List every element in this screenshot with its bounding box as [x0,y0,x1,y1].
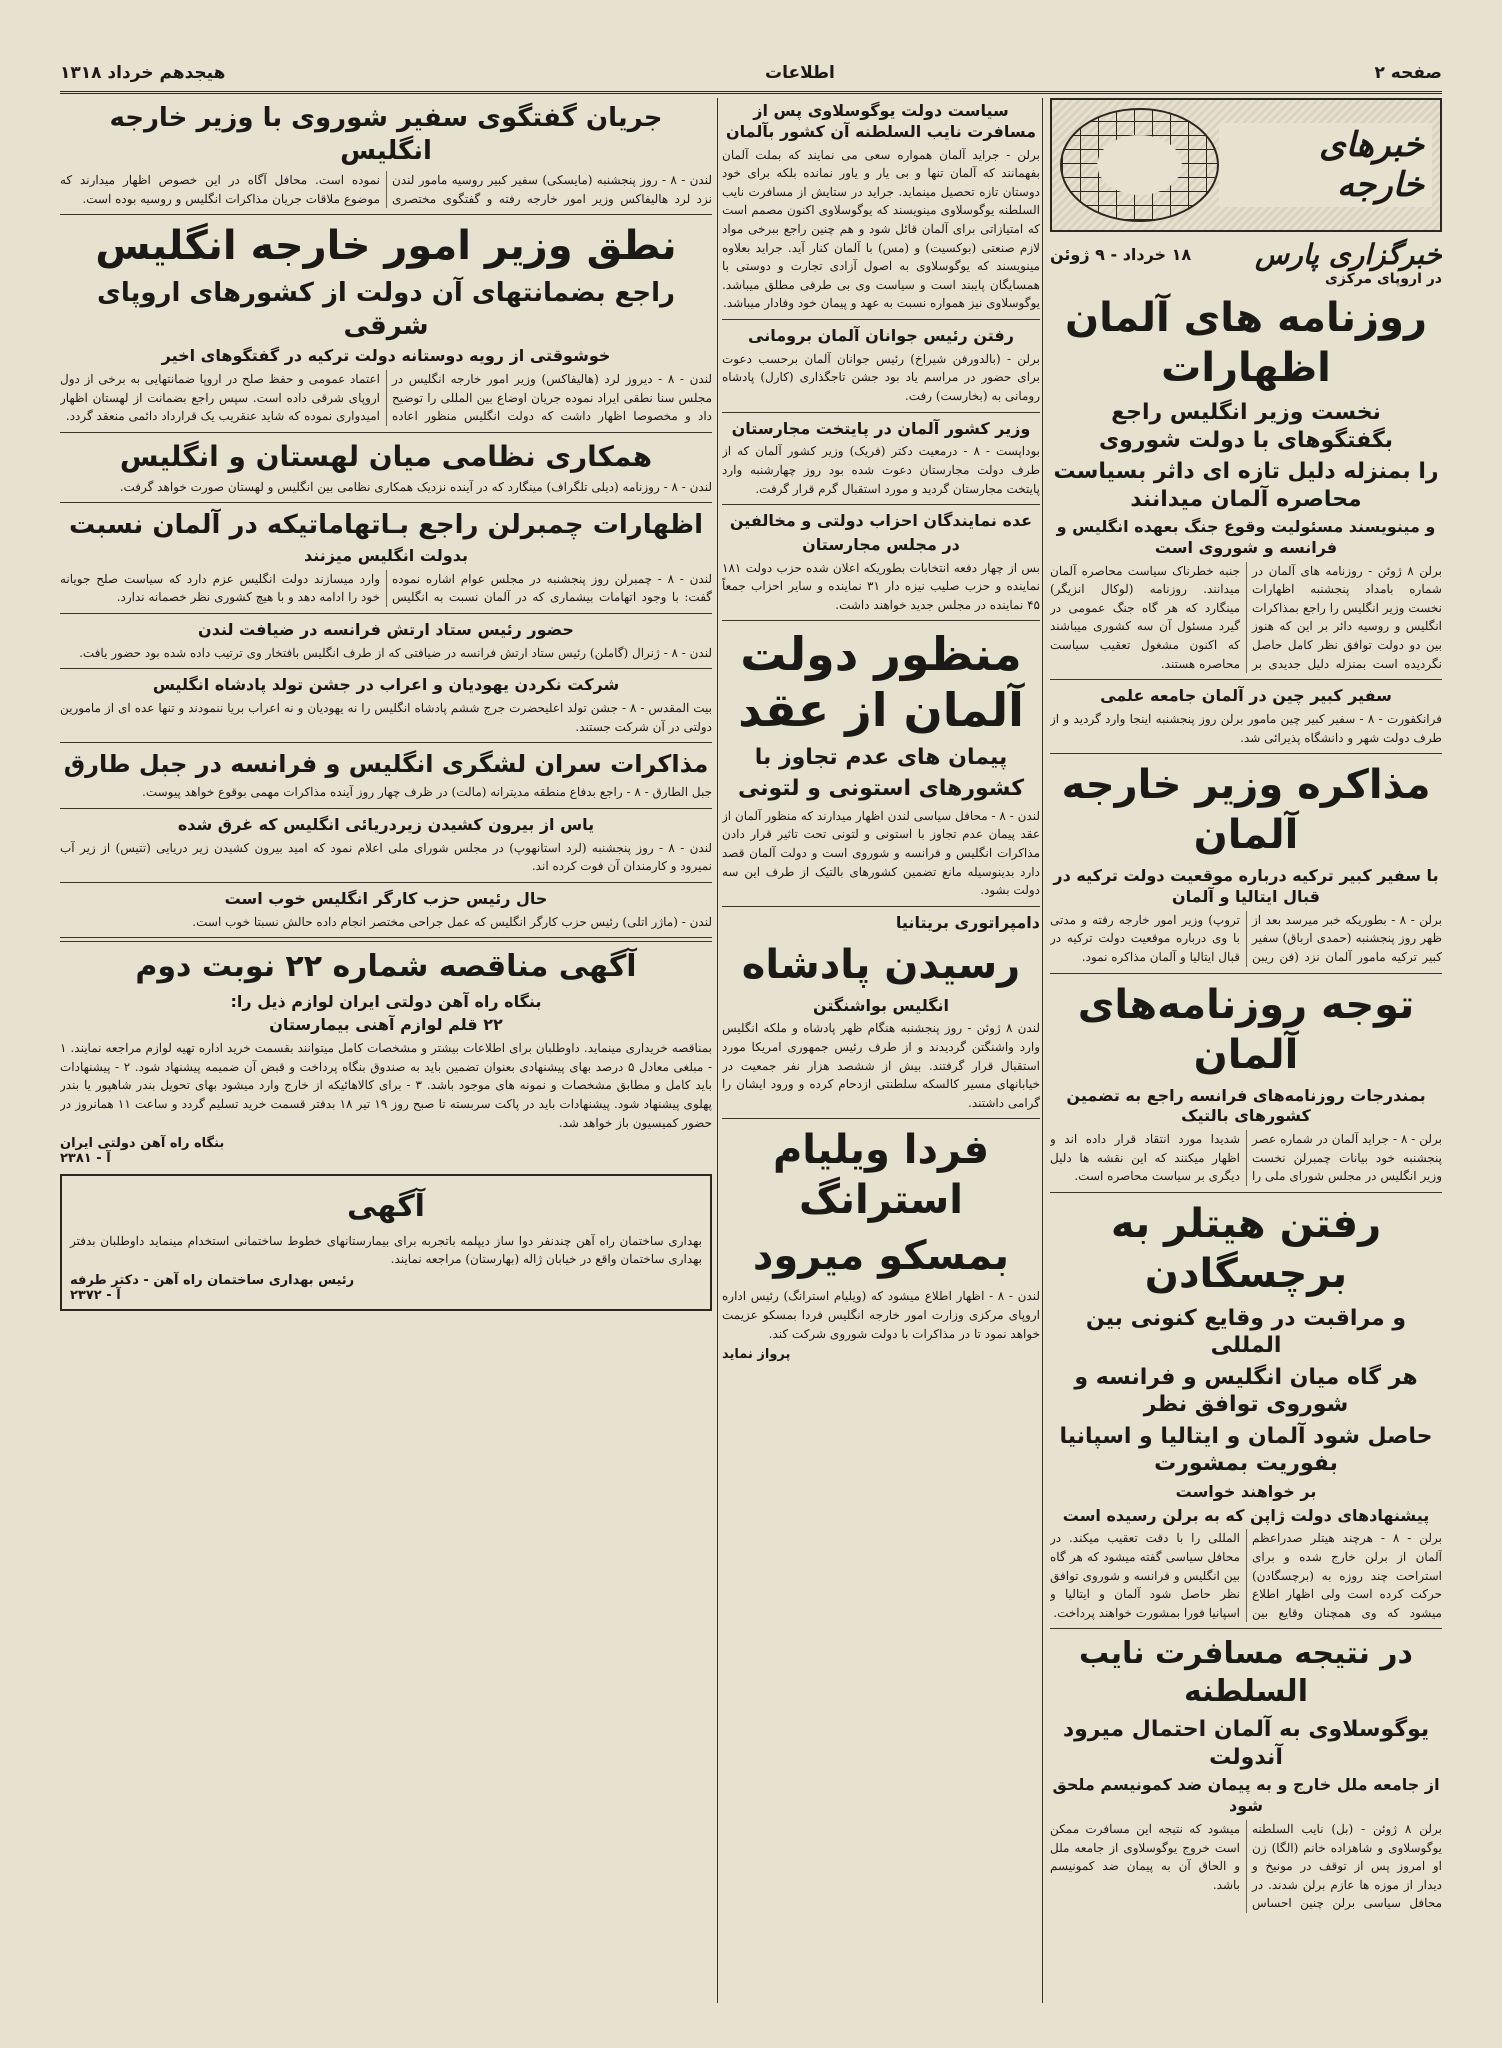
divider [1050,1628,1442,1629]
article-headline: مذاکره وزیر خارجه آلمان [1061,762,1431,859]
article [722,419,1040,499]
ad-number: آ - ۲۳۸۱ [60,1151,111,1167]
divider [60,432,712,433]
left-column [60,98,712,2003]
ad-subhead: بنگاه راه آهن دولتی ایران لوازم ذیل را: [230,991,542,1011]
ad-signoff: رئیس بهداری ساختمان راه آهن - دکتر طرفه [70,1272,355,1288]
article-subhead: راجع بضمانتهای آن دولت از کشورهای اروپای شرقی [96,278,676,341]
article-signoff: پرواز نماید [722,1347,791,1363]
article-body: برلن - (بالدورفن شیراخ) رئیس جوانان آلمان برحسب دعوت برای حضور در مراسم یاد بود جشن تاجگذاری (کارل) پادشاه رومانی به (بخارست) رفت. [722,351,1040,403]
article-body: برلن - ۸ - بطوریکه خبر میرسد بعد از ظهر روز پنجشنبه (حمدی ارباق) سفیر کبیر ترکیه مامور آلمان نزد (فن ریبن تروپ) وزیر امور خارجه رفته و مدتی با وی درباره موقعیت دولت ترکیه در قبال ایتالیا و آلمان مذاکره نمود. [1050,912,1442,964]
article [60,439,712,497]
divider [60,214,712,215]
article-body: بیت المقدس - ۸ - جشن تولد اعلیحضرت جرج ششم پادشاه انگلیس را نه یهودیان و نه اعراب بریا ننمودند و تنها عده ای از مامورین دولتی در آن شرکت جستند. [60,701,712,734]
divider [722,620,1040,621]
article-body: لندن - ۸ - ژنرال (گاملن) رئیس ستاد ارتش فرانسه در ضیافتی که از طرف انگلیس بافتخار وی ترتیب داده شده بود حضور یافت. [79,645,712,660]
dateline: ۱۸ خرداد - ۹ ژوئن [1050,245,1192,264]
issue-date: هیجدهم خرداد ۱۳۱۸ [60,63,226,83]
article-subhead: بر خواهند خواست [1175,1481,1317,1501]
article-headline: مذاکرات سران لشگری انگلیس و فرانسه در جبل طارق [63,750,709,779]
article-body: برلن ۸ ژوئن - (بل) نایب السلطنه یوگوسلاوی و شاهزاده خانم (الگا) زن او امروز پس از توقف در مونیخ و دیدار از موزه ها عازم برلن شدند. در محافل سیاسی برلن چنین احساس میشود که نتیجه این مسافرت ممکن است خروج یوگوسلاوی از جامعه ملل و الحاق آن به پیمان ضد کمونیسم باشد. [1050,1822,1442,1911]
page-number: صفحه ۲ [1374,63,1442,83]
article-subhead: از جامعه ملل خارج و به پیمان ضد کمونیسم ملحق شود [1052,1775,1440,1816]
article-headline: یاس از بیرون کشیدن زیردریائی انگلیس که غرق شده [177,814,595,834]
article-headline: حضور رئیس ستاد ارتش فرانسه در ضیافت لندن [198,619,574,639]
divider [60,742,712,743]
divider [60,937,712,942]
divider [60,613,712,614]
article [60,815,712,876]
article-headline: جریان گفتگوی سفیر شوروی با وزیر خارجه انگلیس [109,103,663,166]
article-headline: منظور دولت آلمان از عقد [738,627,1024,737]
article-body: جبل الطارق - ۸ - راجع بدفاع منطقه مدیترانه (مالت) در ظرف چهار روز آینده مذاکرات مهمی بوقوع خواهد پیوست. [142,785,712,800]
right-column [1050,98,1442,2003]
divider [722,319,1040,320]
article-body: لندن - ۸ - روز پنجشنبه (مایسکی) سفیر کبیر روسیه مامور لندن نزد لرد هالیفاکس وزیر امور خارجه رفته و گفتگوی مختصری نموده است. محافل آگاه در این خصوص اظهار میدارند که موضوع ملاقات جریان مذاکرات انگلیس و روسیه بوده است. [60,173,712,206]
article-subhead: را بمنزله دلیل تازه ای داثر بسیاست محاصره آلمان میدانند [1053,459,1439,512]
article-body: برلن ۸ ژوئن - روزنامه های آلمان در شماره بامداد پنجشنبه اظهارات نخست وزیر انگلیس را راجع بمذاکرات انگلیس و روسیه دائر بر این که هنوز بین دو دولت توافق نظر کامل حاصل نگردیده است بمنزله دلیل جدیدی بر جنبه خطرناک سیاست محاصره آلمان میدانند. روزنامه (لوکال انزیگر) مینگارد که هر گاه جنگ عمومی در گیرد مسئول آن سه کشوری میباشند که اکنون مشغول تعقیب سیاست محاصره هستند. [1050,563,1442,671]
article-subhead: و مینویسند مسئولیت وقوع جنگ بعهده انگلیس و فرانسه و شوروی است [1056,517,1436,557]
article-headline: اظهارات چمبرلن راجع بـاتهاماتیکه در آلمان نسبت [68,510,704,541]
article [60,675,712,736]
divider [1050,753,1442,754]
article-subhead: در مجلس مجارستان [802,534,960,554]
globe-icon [1060,108,1219,222]
column-rule [717,98,718,2003]
article-subhead: نخست وزیر انگلیس راجع بگفتگوهای با دولت شوروی [1098,400,1394,453]
article-subhead: کشورهای استونی و لتونی [738,776,1024,802]
article-headline: شرکت نکردن یهودیان و اعراب در جشن تولد پادشاه انگلیس [152,675,620,695]
middle-column [722,98,1040,2003]
article-headline: رفتن هیتلر به برچسگادن [1110,1200,1382,1297]
article-subhead: یوگوسلاوی به آلمان احتمال میرود آندولت [1062,1717,1430,1770]
article-headline: حال رئیس حزب کارگر انگلیس خوب است [224,888,548,908]
divider [60,668,712,669]
article-headline: رفتن رئیس جوانان آلمان برومانی [748,325,1014,345]
article-headline: عده نمایندگان احزاب دولتی و مخالفین [729,511,1033,531]
article-subhead: با سفیر کبیر ترکیه درباره موقعیت دولت ترکیه در قبال ایتالیا و آلمان [1053,866,1439,906]
region-label: در اروپای مرکزی [1325,271,1442,287]
agency-name: خبرگزاری پارس [1255,238,1442,271]
article-body: بوداپست - ۸ - درمعیت دکتر (فریک) وزیر کشور آلمان که از طرف دولت مجارستان دعوت شده بود روز چهارشنبه وارد پایتخت مجارستان گردید و مورد استقبال گرم قرار گرفت. [722,444,1040,496]
ad-body: بمناقصه خریداری مینماید. داوطلبان برای اطلاعات بیشتر و مشخصات کامل میتوانند بقسمت خرید اداره تهیه لوازم مراجعه نمایند. ۱ - مبلغی معادل ۵ درصد بهای پیشنهادی بعنوان تضمین باید به صندوق بنگاه پرداخت و قبض آن ضمیمه پیشنهاد شود. ۲ - پیشنهادات باید کامل و مطابق مشخصات و نمونه های موجود باشد. ۳ - برای کالاهائیکه از خارج وارد میشود بهای تحویل بندر شاهپور یا بندر پهلوی پیشنهاد شود. پیشنهادات باید در پاکت سربسته تا صبح روز ۱۹ تیر ۱۸ بدفتر قسمت خرید تسلیم گردد و ساعت ۱۱ همانروز در حضور کمیسیون باز خواهد شد. [60,1041,712,1130]
ad-number: آ - ۲۳۷۲ [70,1287,121,1303]
article [1050,1635,1442,1913]
article-subhead: حاصل شود آلمان و ایتالیا و اسپانیا بفوریت بمشورت [1059,1423,1433,1477]
ad-line: ۲۲ قلم لوازم آهنی بیمارستان [269,1015,503,1035]
article-body: لندن - ۸ - محافل سیاسی لندن اظهار میدارند که منظور آلمان از عقد پیمان عدم تجاوز با استونی و لتونی تحت تاثیر قرار دادن مذاکرات انگلیس و فرانسه و شوروی است و دولت آلمان قصد دارد بدینوسیله مانع تضمین کشورهای بالتیک از طرف این سه دولت بشود. [722,808,1040,898]
article-subhead: انگلیس بواشنگتن [812,995,950,1015]
tender-ad [60,948,712,1166]
article-kicker: دامپراتوری بریتانیا [895,912,1040,932]
divider [60,808,712,809]
article-headline: روزنامه های آلمان اظهارات [1065,295,1427,391]
divider [60,882,712,883]
article-body: برلن - ۸ - جراید آلمان در شماره عصر پنجشنبه خود بیانات چمبرلن نخست وزیر انگلیس در مجلس شورای ملی را شدیدا مورد انتقاد قرار داده اند و اظهار میکنند که این نقشه ها دلیل دیگری بر سیاست محاصره است. [1050,1132,1442,1184]
ad-body: بهداری ساختمان راه آهن چندنفر دوا ساز دیپلمه باتجربه برای بیمارستانهای خطوط ساختمانی استخدام مینماید داوطلبان بدفتر بهداری ساختمان واقع در خیابان ژاله (بهارستان) مراجعه نمایند. [70,1233,702,1267]
notice-ad [60,1174,712,1311]
article [60,749,712,802]
paper-name: اطلاعات [765,63,835,83]
article-headline: نطق وزیر امور خارجه انگلیس [95,223,677,270]
article-headline: فردا ویلیام استرانگ [772,1127,990,1224]
article-headline: توجه روزنامه‌های آلمان [1077,981,1415,1078]
article [1050,293,1442,673]
article-body: فرانکفورت - ۸ - سفیر کبیر چین مامور برلن روز پنجشنبه اینجا وارد گردید و از طرف دولت شهر و دانشگاه پذیرائی شد. [1050,711,1442,745]
article [1050,980,1442,1186]
page-header [60,55,1442,94]
ad-signoff: بنگاه راه آهن دولتی ایران [60,1136,225,1152]
article [722,627,1040,899]
article-body: بس از چهار دفعه انتخابات بطوریکه اعلان شده حزب دولت ۱۸۱ نماینده و حزب صلیب نیزه دار ۳۱ نماینده و سایر احزاب جمعاً ۴۵ نماینده در مجلس جدید خواهند داشت. [722,560,1040,612]
article-body: لندن - ۸ - روز پنجشنبه (لرد استانهوپ) در مجلس شورای ملی اعلام نمود که امید بیرون کشیدن زیر دریایی (تتیس) از زیر آب نمیرود و کارمندان آن فوت کرده اند. [60,840,712,874]
article-headline: در نتیجه مسافرت نایب السلطنه [1079,1636,1413,1709]
divider [60,502,712,503]
article-subhead: خوشوقتی از رویه دوستانه دولت ترکیه در گفتگوهای اخیر [161,346,611,366]
article [722,1125,1040,1362]
article-body: لندن - ۸ - اظهار اطلاع میشود که (ویلیام استرانگ) رئیس اداره اروپای مرکزی وزارت امور خارجه انگلیس فردا بمسکو عزیمت خواهد نمود تا در مذاکرات با دولت شوروی شرکت کند. [722,1289,1040,1341]
article [60,102,712,208]
article [60,620,712,662]
foreign-news-banner [1050,98,1442,232]
article [722,326,1040,406]
article-body: لندن ۸ ژوئن - روز پنجشنبه هنگام ظهر پادشاه و ملکه انگلیس وارد واشنگتن گردیدند و از طرف رئیس جمهوری امریکا مورد استقبال قرار گرفتند. بیش از ششصد هزار نفر جمعیت در خیابانهای مسیر کالسکه سلطنتی ازدحام کرده و ورود ایشان را گرامی داشتند. [722,1021,1040,1110]
divider [1050,973,1442,974]
article-body: برلن - ۸ - هرچند هیتلر صدراعظم آلمان از برلن خارج شده و برای استراحت چند روزه به (برچسگادن) حرکت کرده است ولی اظهار اطلاع میشود که وی همچنان وقایع بین المللی را با دقت تعقیب میکند. در محافل سیاسی گفته میشود که هر گاه بین انگلیس و فرانسه و شوروی توافق نظر حاصل شود آلمان و ایتالیا و اسپانیا فورا بمشورت خواهند پرداخت. [1050,1531,1442,1620]
article-subhead: بمسکو میرود [752,1233,1010,1280]
divider [722,906,1040,907]
article [722,511,1040,614]
article [1050,760,1442,966]
article [60,509,712,606]
agency-row [1050,238,1442,271]
divider [722,412,1040,413]
ad-headline: آگهی مناقصه شماره ۲۲ نوبت دوم [135,949,637,985]
article-subhead: بدولت انگلیس میزنند [304,545,468,565]
divider [1050,1192,1442,1193]
column-rule [1042,98,1043,2003]
article [722,101,1040,313]
article-body: لندن - (ماژر اتلی) رئیس حزب کارگر انگلیس که عمل جراحی مختصر انجام داده حالش نسبتا خوب است. [192,914,712,929]
ad-headline: آگهی [347,1189,425,1225]
article-body: لندن - ۸ - روزنامه (دیلی تلگراف) مینگارد که در آینده نزدیک همکاری نظامی بین انگلیس و لهستان صورت خواهد گرفت. [119,479,712,494]
article-headline: رسیدن پادشاه [741,941,1021,988]
article [60,889,712,931]
article-subhead: پیمان های عدم تجاوز با [754,744,1008,770]
divider [722,504,1040,505]
divider [1050,679,1442,680]
article-subhead: و مراقبت در وقایع کنونی بین المللی [1085,1305,1407,1359]
divider [722,1118,1040,1119]
article [1050,1199,1442,1623]
article [722,913,1040,1113]
article-headline: همکاری نظامی میان لهستان و انگلیس [119,439,653,473]
article-subhead: هر گاه میان انگلیس و فرانسه و شوروی توافق نظر [1074,1364,1418,1418]
article [1050,686,1442,747]
article-headline: سیاست دولت یوگوسلاوی پس از مسافرت نایب السلطنه آن کشور بآلمان [725,101,1037,141]
article-body: لندن - ۸ - دیروز لرد (هالیفاکس) وزیر امور خارجه انگلیس در مجلس سنا نطقی ایراد نموده جریان اوضاع بین المللی را توضیح داد و مخصوصا اظهار داشت که دولت انگلیس منظور اعاده اعتماد عمومی و حفظ صلح در اروپا ضمانتهایی به برخی از دول اروپای شرقی داده است. سپس راجع بضمانت از لهستان اظهار امیدواری نموده که شاید عنقریب یک قرارداد دائمی منعقد گردد. [60,371,712,424]
article-headline: سفیر کبیر چین در آلمان جامعه علمی [1100,686,1392,706]
article [60,221,712,426]
article-subhead: پیشنهادهای دولت ژاپن که به برلن رسیده است [1062,1505,1430,1525]
article-body: لندن - ۸ - چمبرلن روز پنجشنبه در مجلس عوام اشاره نموده گفت: با وجود اتهامات بیشماری که در آلمان نسبت به انگلیس وارد میسازند دولت انگلیس عزم دارد که سیاست صلح جویانه خود را ادامه دهد و با هیچ کشوری نظر خصمانه ندارد. [60,571,712,605]
article-subhead: بمندرجات روزنامه‌های فرانسه راجع به تضمین کشورهای بالتیک [1066,1085,1426,1126]
article-body: برلن - جراید آلمان همواره سعی می نمایند که بملت آلمان بفهمانند که آلمان تنها و بی یار و یاور نمانده بلکه برای خود دوستان تازه تحصیل مینماید. جراید در ستایش از مسافرت نایب السلطنه یوگوسلاوی مینویسند که یوگوسلاوی اکنون مصمم است که امتیازاتی برای آلمان قائل شود و هم چنین راجع ببرخی مواد لازم صنعتی (بوکسیت) و (مس) با آلمان کنار آید. جراید بعلاوه مینویسند که یوگوسلاوی به اصول آزادی تجارت و دوستی با همسایگان پایبند است و سیاست وی بی طرفی مطلق میباشد. یوگوسلاوی نیز همواره نسبت به عهد و پیمان خود وفادار میباشد. [722,147,1040,311]
banner-title: خبرهای خارجه [1219,123,1432,207]
article-headline: وزیر کشور آلمان در پایتخت مجارستان [731,418,1031,438]
